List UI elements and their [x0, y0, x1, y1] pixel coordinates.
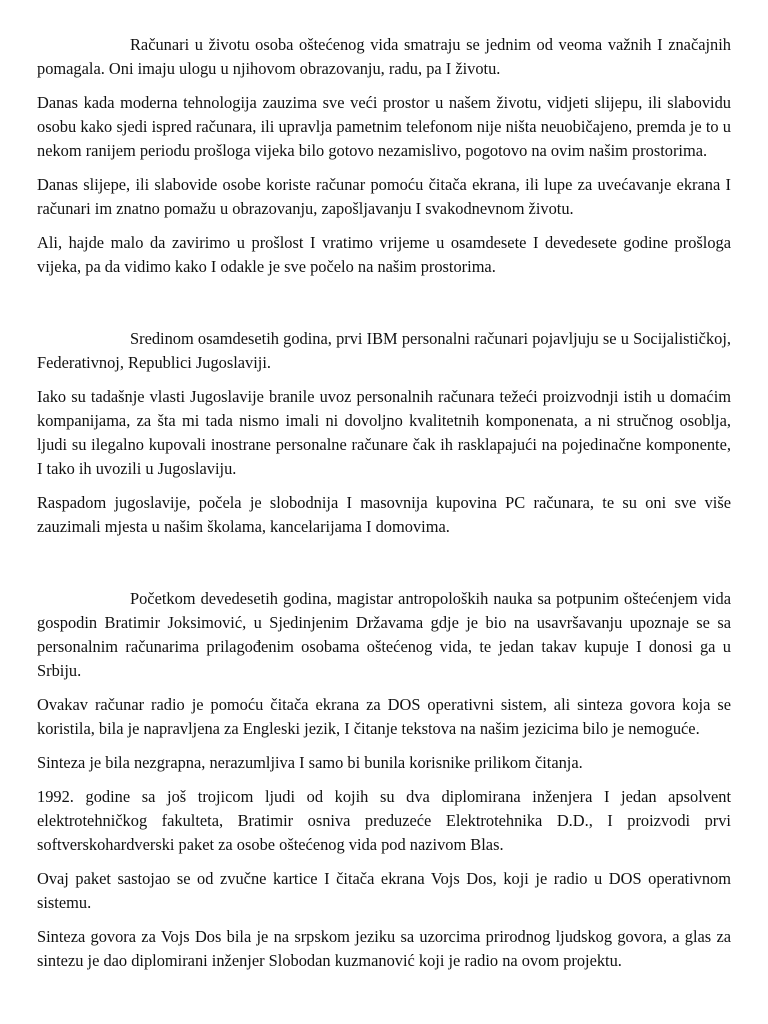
paragraph-look-back: Ali, hajde malo da zavirimo u prošlost I vratimo vrijeme u osamdesete I devedesete godine prošloga vijeka, pa da vidimo kako I odakle je sve počelo na našim prostorima.	[37, 233, 731, 276]
paragraph-import-ban: Iako su tadašnje vlasti Jugoslavije branile uvoz personalnih računara težeći proizvodnji istih u domaćim kompanijama, za šta mi tada nismo imali ni dovoljno kvalitetnih komponenata, a ni stručnog osoblja, ljudi su ilegalno kupovali inostrane personalne računare čak ih rasklapajući na pojedinačne komponente, I tako ih uvozili u Jugoslaviju.	[37, 387, 731, 478]
paragraph-vojs-dos: Ovaj paket sastojao se od zvučne kartice I čitača ekrana Vojs Dos, koji je radio u DOS operativnom sistemu.	[37, 869, 731, 912]
paragraph-synthesis-quality: Sinteza je bila nezgrapna, nerazumljiva I samo bi bunila korisnike prilikom čitanja.	[37, 753, 583, 772]
paragraph-english-synthesis: Ovakav računar radio je pomoću čitača ekrana za DOS operativni sistem, ali sinteza govora koja se koristila, bila je napravljena za Engleski jezik, I čitanje tekstova na našim jezicima bilo je nemoguće.	[37, 695, 731, 738]
paragraph-intro: Računari u životu osoba oštećenog vida smatraju se jednim od veoma važnih I značajnih pomagala. Oni imaju ulogu u njihovom obrazovanju, radu, pa I životu.	[37, 35, 731, 78]
paragraph-elektrotehnika: 1992. godine sa još trojicom ljudi od kojih su dva diplomirana inženjera I jedan apsolvent elektrotehničkog fakulteta, Bratimir osniva preduzeće Elektrotehnika D.D., I proizvodi prvi softverskohardverski paket za osobe oštećenog vida pod nazivom Blas.	[37, 787, 731, 854]
document-page	[37, 33, 731, 983]
paragraph-breakup: Raspadom jugoslavije, počela je slobodnija I masovnija kupovina PC računara, te su oni sve više zauzimali mjesta u našim školama, kancelarijama I domovima.	[37, 493, 731, 536]
paragraph-serbian-synthesis: Sinteza govora za Vojs Dos bila je na srpskom jeziku sa uzorcima prirodnog ljudskog govora, a glas za sintezu je dao diplomirani inženjer Slobodan kuzmanović koji je radio na ovom projektu.	[37, 927, 731, 970]
paragraph-joksimovic: Početkom devedesetih godina, magistar antropoloških nauka sa potpunim oštećenjem vida gospodin Bratimir Joksimović, u Sjedinjenim Državama gdje je bio na usavršavanju upoznaje se sa personalnim računarima prilagođenim osobama oštećenog vida, te jedan takav kupuje I donosi ga u Srbiju.	[37, 589, 731, 680]
paragraph-screen-readers: Danas slijepe, ili slabovide osobe koriste računar pomoću čitača ekrana, ili lupe za uvećavanje ekrana I računari im znatno pomažu u obrazovanju, zapošljavanju I svakodnevnom životu.	[37, 175, 731, 218]
paragraph-modern-technology: Danas kada moderna tehnologija zauzima sve veći prostor u našem životu, vidjeti slijepu, ili slabovidu osobu kako sjedi ispred računara, ili upravlja pametnim telefonom nije ništa neuobičajeno, premda je to u nekom ranijem periodu prošloga vijeka bilo gotovo nezamislivo, pogotovo na ovim našim prostorima.	[37, 93, 731, 160]
paragraph-ibm-pc: Sredinom osamdesetih godina, prvi IBM personalni računari pojavljuju se u Socijalističkoj, Federativnoj, Republici Jugoslaviji.	[37, 329, 731, 372]
